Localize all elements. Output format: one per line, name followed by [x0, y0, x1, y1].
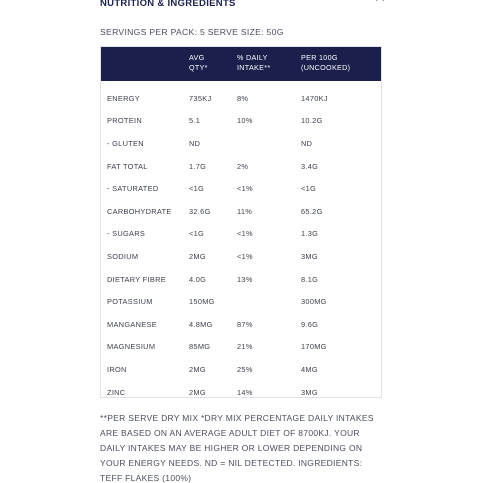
per-100g: 1470KJ — [301, 93, 328, 103]
header-per100-line2: (UNCOOKED) — [301, 62, 351, 72]
nutrient-name: POTASSIUM — [107, 297, 153, 307]
table-row — [101, 155, 381, 178]
per-100g: 3MG — [301, 387, 318, 397]
per-100g: 3.4G — [301, 161, 319, 171]
nutrient-name: DIETARY FIBRE — [107, 274, 166, 284]
per-100g: 10.2G — [301, 116, 323, 126]
nutrient-name: SODIUM — [107, 251, 139, 261]
header-avg-qty-line1: AVG — [189, 53, 205, 62]
daily-intake: <1% — [237, 229, 253, 239]
table-row — [101, 177, 381, 200]
avg-qty: 5.1 — [189, 116, 201, 126]
per-100g: 8.1G — [301, 274, 319, 284]
table-row — [101, 223, 381, 246]
header-daily-intake — [237, 47, 301, 81]
avg-qty: 2MG — [189, 251, 206, 261]
avg-qty: 32.6G — [189, 206, 211, 216]
avg-qty: 4.8MG — [189, 319, 213, 329]
daily-intake — [237, 290, 301, 313]
avg-qty: 735KJ — [189, 93, 212, 103]
table-row — [101, 245, 381, 268]
per-100g: 65.2G — [301, 206, 323, 216]
table-row — [101, 81, 381, 110]
table-row — [101, 290, 381, 313]
header-avg-qty — [189, 47, 237, 81]
nutrient-name: - SUGARS — [107, 229, 146, 239]
daily-intake: <1% — [237, 251, 253, 261]
servings-info: SERVINGS PER PACK: 5 SERVE SIZE: 50G — [100, 27, 284, 37]
nutrient-name: ENERGY — [107, 93, 141, 103]
table-row — [101, 110, 381, 133]
table-row — [101, 381, 381, 404]
table-row — [101, 132, 381, 155]
nutrition-table-container — [100, 46, 382, 398]
per-100g: 170MG — [301, 342, 327, 352]
nutrient-name: CARBOHYDRATE — [107, 206, 172, 216]
chevron-up-icon[interactable] — [375, 0, 385, 4]
header-daily-line1: % DAILY — [237, 53, 268, 62]
nutrient-name: - GLUTEN — [107, 138, 144, 148]
table-row — [101, 358, 381, 381]
daily-intake: 25% — [237, 364, 253, 374]
avg-qty: 1.7G — [189, 161, 207, 171]
avg-qty: 150MG — [189, 297, 215, 307]
avg-qty: <1G — [189, 229, 205, 239]
nutrition-table — [101, 47, 381, 403]
header-per100-line1: PER 100G — [301, 53, 338, 62]
daily-intake: 10% — [237, 116, 253, 126]
daily-intake: <1% — [237, 184, 253, 194]
header-nutrient — [101, 47, 189, 81]
table-row — [101, 336, 381, 359]
per-100g: 3MG — [301, 251, 318, 261]
daily-intake: 11% — [237, 206, 253, 216]
table-row — [101, 313, 381, 336]
avg-qty: <1G — [189, 184, 205, 194]
daily-intake — [237, 132, 301, 155]
daily-intake: 21% — [237, 342, 253, 352]
nutrient-name: IRON — [107, 364, 127, 374]
avg-qty: 4.0G — [189, 274, 207, 284]
per-100g: 1.3G — [301, 229, 319, 239]
header-daily-line2: INTAKE** — [237, 62, 271, 72]
avg-qty: 2MG — [189, 387, 206, 397]
per-100g: <1G — [301, 184, 317, 194]
daily-intake: 13% — [237, 274, 253, 284]
daily-intake: 2% — [237, 161, 249, 171]
per-100g: 4MG — [301, 364, 318, 374]
avg-qty: 85MG — [189, 342, 211, 352]
per-100g: ND — [301, 138, 313, 148]
footnote-ingredients: **PER SERVE DRY MIX *DRY MIX PERCENTAGE DAILY INTAKES ARE BASED ON AN AVERAGE ADULT DIET OF 8700KJ. YOUR DAILY INTAKES MAY BE HIGHER OR LOWER DEPENDING ON YOUR ENERGY NEEDS. ND = NIL DETECTED. INGREDIENTS: TEFF FLAKES (100%) — [100, 413, 374, 483]
nutrient-name: MAGNESIUM — [107, 342, 156, 352]
table-header-row — [101, 47, 381, 81]
nutrient-name: ZINC — [107, 387, 126, 397]
nutrient-name: PROTEIN — [107, 116, 142, 126]
per-100g: 9.6G — [301, 319, 319, 329]
daily-intake: 87% — [237, 319, 253, 329]
avg-qty: 2MG — [189, 364, 206, 374]
nutrient-name: - SATURATED — [107, 184, 159, 194]
per-100g: 300MG — [301, 297, 327, 307]
table-row — [101, 268, 381, 291]
nutrient-name: MANGANESE — [107, 319, 157, 329]
daily-intake: 8% — [237, 93, 249, 103]
section-title[interactable]: NUTRITION & INGREDIENTS — [100, 0, 236, 9]
table-row — [101, 200, 381, 223]
daily-intake: 14% — [237, 387, 253, 397]
avg-qty: ND — [189, 138, 201, 148]
header-per-100g — [301, 47, 381, 81]
header-avg-qty-line2: QTY* — [189, 62, 208, 72]
nutrient-name: FAT TOTAL — [107, 161, 148, 171]
